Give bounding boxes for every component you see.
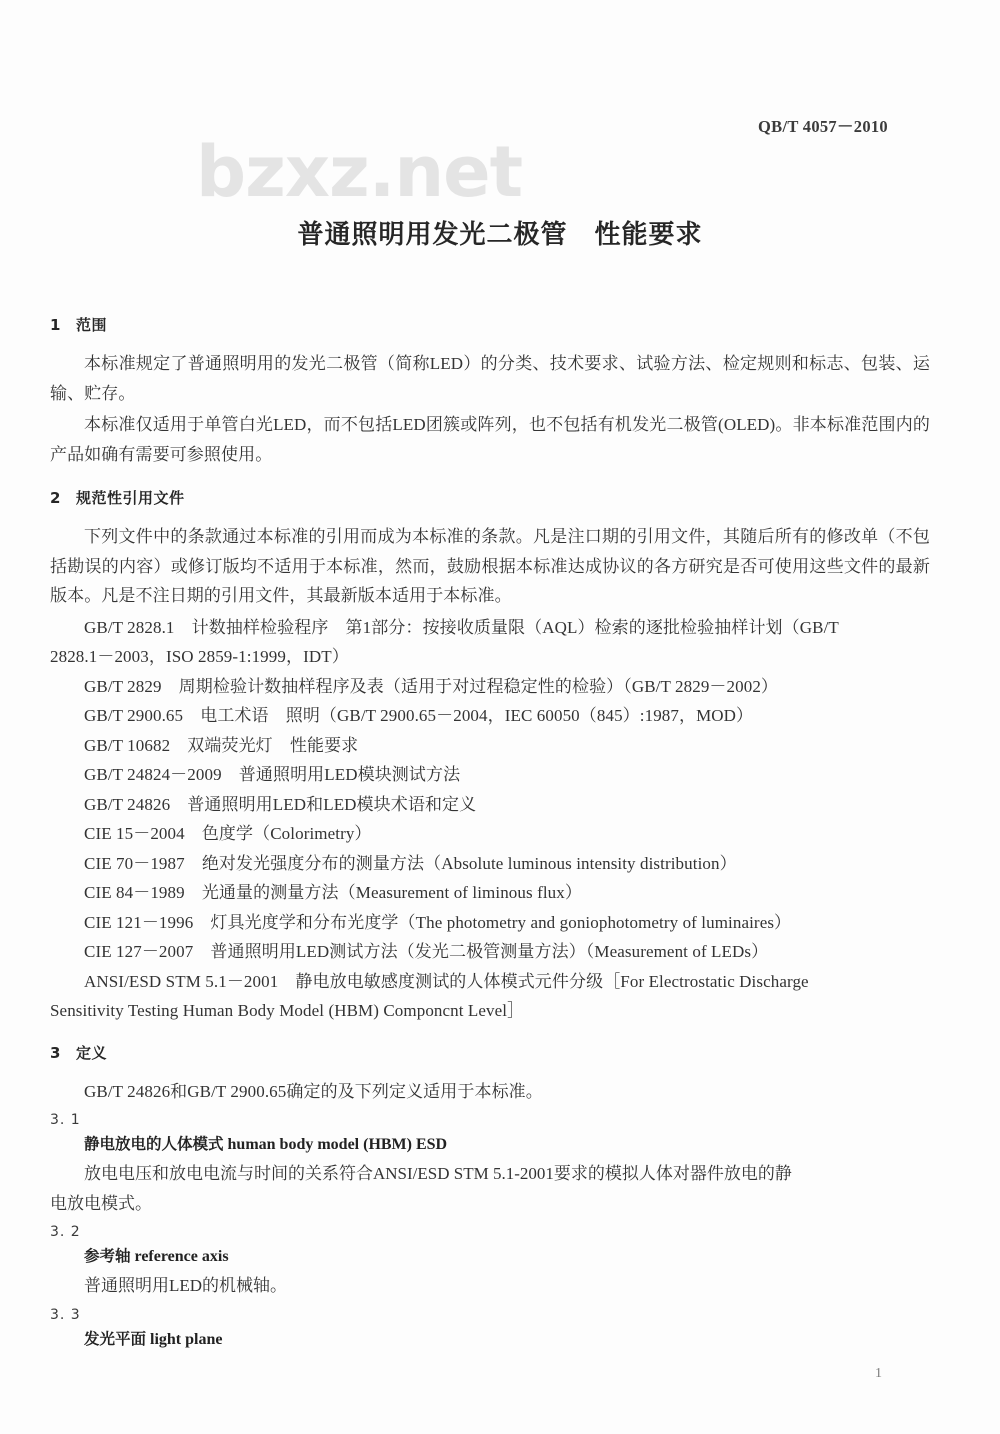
- section-title-1: 范围: [76, 316, 108, 334]
- section-heading-1: [50, 314, 930, 335]
- term-english: reference axis: [134, 1248, 229, 1265]
- section-heading-2: [50, 487, 930, 508]
- section-1-paragraph-2: 本标准仅适用于单管白光LED，而不包括LED团簇或阵列，也不包括有机发光二极管(OLED)。非本标准范围内的产品如确有需要可参照使用。: [50, 415, 930, 464]
- term-entry: [50, 1130, 930, 1159]
- reference-item: CIE 84－1989 光通量的测量方法（Measurement of liminous flux）: [84, 883, 582, 902]
- term-english: human body model (HBM) ESD: [227, 1136, 448, 1153]
- section-title-2: 规范性引用文件: [76, 489, 185, 507]
- reference-line-cont: 2828.1－2003，ISO 2859-1:1999，IDT）: [50, 647, 349, 666]
- section-1-paragraph-1: 本标准规定了普通照明用的发光二极管（简称LED）的分类、技术要求、试验方法、检定规则和标志、包装、运输、贮存。: [50, 354, 930, 403]
- spacer: [50, 1026, 930, 1042]
- reference-item: CIE 121－1996 灯具光度学和分布光度学（The photometry and goniophotometry of luminaires）: [84, 912, 792, 932]
- section-number-1: 1: [50, 316, 61, 334]
- reference-line: ANSI/ESD STM 5.1－2001 静电放电敏感度测试的人体模式元件分级［For Electrostatic Discharge: [84, 971, 809, 991]
- term-definition: 放电电压和放电电流与时间的关系符合ANSI/ESD STM 5.1-2001要求的模拟人体对器件放电的静: [84, 1164, 792, 1183]
- section-number-2: 2: [50, 489, 61, 507]
- clause-number: 3. 3: [50, 1306, 81, 1323]
- reference-item: GB/T 24824－2009 普通照明用LED模块测试方法: [84, 765, 461, 784]
- reference-item: [50, 967, 930, 1026]
- clause-number: 3. 1: [50, 1112, 81, 1128]
- section-title-3: 定义: [76, 1043, 108, 1062]
- reference-item: CIE 70－1987 绝对发光强度分布的测量方法（Absolute luminous intensity distribution）: [84, 853, 737, 873]
- section-3-paragraph-1: GB/T 24826和GB/T 2900.65确定的及下列定义适用于本标准。: [84, 1081, 543, 1101]
- page-title: 普通照明用发光二极管 性能要求: [297, 220, 703, 250]
- reference-line: GB/T 2828.1 计数抽样检验程序 第1部分：按接收质量限（AQL）检索的逐批检验抽样计划（GB/T: [84, 617, 839, 637]
- term-definition-cont: 电放电模式。: [50, 1193, 152, 1213]
- term-english: light plane: [150, 1330, 223, 1348]
- page-number: 1: [875, 1366, 882, 1381]
- reference-item: [50, 613, 930, 672]
- clause-number: 3. 2: [50, 1224, 81, 1240]
- reference-item: GB/T 2900.65 电工术语 照明（GB/T 2900.65－2004，IEC 60050（845）:1987，MOD）: [84, 706, 754, 725]
- term-definition: 普通照明用LED的机械轴。: [84, 1276, 288, 1295]
- section-2-paragraph-1: 下列文件中的条款通过本标准的引用而成为本标准的条款。凡是注口期的引用文件，其随后所有的修改单（不包括勘误的内容）或修订版均不适用于本标准，然而，鼓励根据本标准达成协议的各方研究是否可使用这些文件的最新版本。凡是不注日期的引用文件，其最新版本适用于本标准。: [50, 527, 930, 605]
- spacer: [50, 471, 930, 487]
- term-chinese: 静电放电的人体模式: [84, 1135, 224, 1153]
- reference-item: CIE 15－2004 色度学（Colorimetry）: [84, 824, 372, 843]
- term-entry: [50, 1242, 930, 1271]
- watermark-bzxz: bzxz.net: [196, 131, 523, 213]
- reference-item: GB/T 2829 周期检验计数抽样程序及表（适用于对过程稳定性的检验）（GB/T 2829－2002）: [84, 676, 779, 696]
- section-heading-3: [50, 1042, 930, 1063]
- standard-number: QB/T 4057－2010: [758, 117, 888, 136]
- section-number-3: 3: [50, 1043, 61, 1062]
- reference-item: GB/T 10682 双端荧光灯 性能要求: [84, 735, 359, 755]
- reference-item: GB/T 24826 普通照明用LED和LED模块术语和定义: [84, 794, 477, 814]
- reference-line-cont: Sensitivity Testing Human Body Model (HBM) Componcnt Level］: [50, 1001, 525, 1020]
- term-entry: [50, 1325, 930, 1354]
- term-chinese: 发光平面: [84, 1329, 147, 1348]
- document-body: [50, 314, 930, 1354]
- term-chinese: 参考轴: [84, 1247, 131, 1265]
- reference-item: CIE 127－2007 普通照明用LED测试方法（发光二极管测量方法）（Measurement of LEDs）: [84, 942, 769, 961]
